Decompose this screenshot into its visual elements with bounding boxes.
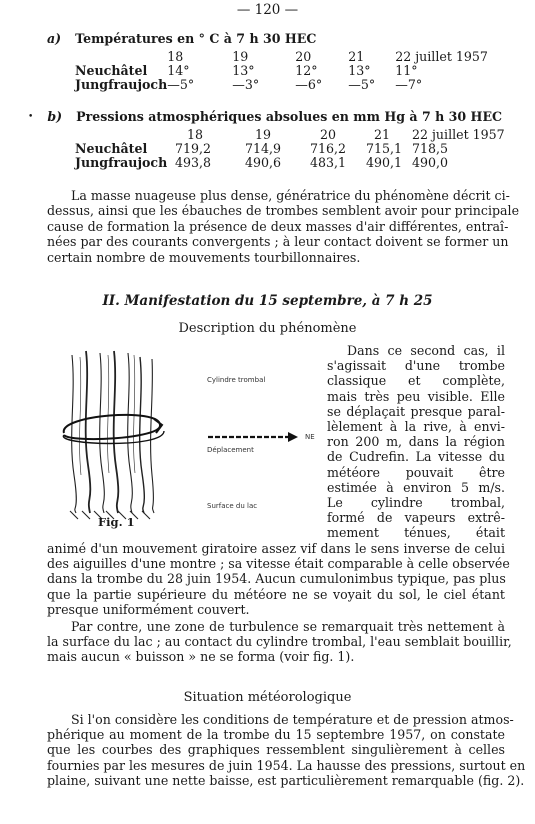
text-line: se déplaçait presque paral- bbox=[327, 403, 505, 419]
header-cell: 19 bbox=[232, 49, 249, 64]
paragraph-rotation bbox=[47, 541, 510, 617]
table-row bbox=[75, 64, 488, 78]
table-cell: —5° bbox=[167, 77, 195, 92]
table-cell: —6° bbox=[295, 77, 323, 92]
header-cell: 18 bbox=[167, 49, 184, 64]
table-cell: 483,1 bbox=[310, 155, 347, 170]
table-cell: 716,2 bbox=[310, 141, 347, 156]
text-line: phérique au moment de la trombe du 15 septembre 1957, on constate bbox=[47, 727, 505, 743]
table-header-row bbox=[75, 50, 488, 64]
bullet-dot: • bbox=[28, 112, 34, 122]
label-deplacement: Déplacement bbox=[207, 446, 254, 454]
section-b-heading bbox=[28, 109, 502, 125]
text-line: Par contre, une zone de turbulence se remarquait très nettement à bbox=[71, 619, 505, 634]
right-column-text bbox=[327, 343, 505, 540]
table-cell: —3° bbox=[232, 77, 260, 92]
header-cell: 22 juillet 1957 bbox=[412, 127, 505, 142]
table-cell: 715,1 bbox=[366, 141, 403, 156]
table-cell: 490,6 bbox=[245, 155, 282, 170]
section-a-heading bbox=[47, 31, 316, 46]
row-label: Neuchâtel bbox=[75, 63, 148, 78]
text-line: s'agissait d'une trombe bbox=[327, 358, 505, 374]
table-cell: 13° bbox=[232, 63, 255, 78]
section-b-label: b) bbox=[47, 109, 63, 124]
text-line: lèlement à la rive, à envi- bbox=[327, 418, 505, 434]
table-cell: 493,8 bbox=[175, 155, 212, 170]
text-line: des aiguilles d'une montre ; sa vitesse était comparable à celle observée bbox=[47, 556, 510, 572]
table-row bbox=[75, 78, 488, 92]
text-line: mement ténues, était bbox=[327, 525, 505, 541]
text-line: La masse nuageuse plus dense, génératrice du phénomène décrit ci- bbox=[71, 188, 510, 203]
text-line: classique et complète, bbox=[327, 373, 505, 389]
text-line: dessus, ainsi que les ébauches de trombes semblent avoir pour principale bbox=[47, 203, 520, 219]
table-cell: 14° bbox=[167, 63, 190, 78]
text-line: presque uniformément couvert. bbox=[47, 601, 250, 617]
waterspout-cylinder bbox=[72, 351, 154, 513]
text-line: animé d'un mouvement giratoire assez vif dans le sens inverse de celui bbox=[47, 541, 505, 556]
text-line: certain nombre de mouvements tourbillonnaires. bbox=[47, 249, 361, 265]
text-line: de Cudrefin. La vitesse du bbox=[327, 449, 505, 465]
paragraph-situation bbox=[47, 712, 526, 788]
section-heading-ii: II. Manifestation du 15 septembre, à 7 h 25 bbox=[102, 293, 433, 309]
table-cell: —5° bbox=[348, 77, 376, 92]
text-line: que les courbes des graphiques ressemblent singulièrement à celles bbox=[47, 742, 505, 758]
table-pressures bbox=[75, 128, 505, 170]
header-cell: 19 bbox=[255, 127, 272, 142]
text-line: dans la trombe du 28 juin 1954. Aucun cumulonimbus typique, pas plus bbox=[47, 571, 506, 587]
header-cell: 21 bbox=[374, 127, 391, 142]
row-label: Jungfraujoch bbox=[75, 77, 168, 92]
table-cell: 11° bbox=[395, 63, 418, 78]
text-line: mais aucun « buisson » ne se forma (voir fig. 1). bbox=[47, 649, 355, 665]
row-label: Neuchâtel bbox=[75, 141, 148, 156]
text-line: plaine, suivant une nette baisse, est particulièrement remarquable (fig. 2). bbox=[47, 772, 525, 788]
table-cell: 714,9 bbox=[245, 141, 282, 156]
label-surface: Surface du lac bbox=[207, 502, 258, 510]
label-ne: NE bbox=[305, 433, 315, 441]
text-line: la surface du lac ; au contact du cylindre trombal, l'eau semblait bouillir, bbox=[47, 634, 512, 650]
table-cell: —7° bbox=[395, 77, 423, 92]
figure-caption: Fig. 1 bbox=[98, 515, 135, 529]
header-cell: 20 bbox=[320, 127, 337, 142]
page-number: — 120 — bbox=[236, 2, 299, 18]
subheading-description: Description du phénomène bbox=[178, 321, 357, 336]
text-line: que la partie supérieure du météore ne se voyait du sol, le ciel étant bbox=[47, 586, 505, 602]
section-a-label: a) bbox=[47, 31, 62, 46]
paragraph-turbulence bbox=[47, 619, 512, 665]
table-cell: 719,2 bbox=[175, 141, 212, 156]
header-cell: 18 bbox=[187, 127, 204, 142]
text-line: météore pouvait être bbox=[327, 464, 505, 480]
text-line: formé de vapeurs extrê- bbox=[327, 510, 505, 526]
text-line: Dans ce second cas, il bbox=[347, 343, 505, 358]
header-cell: 20 bbox=[295, 49, 312, 64]
text-line: estimée à environ 5 m/s. bbox=[327, 479, 505, 495]
table-header-row bbox=[75, 128, 505, 142]
text-line: mais très peu visible. Elle bbox=[327, 388, 505, 404]
table-row bbox=[75, 156, 505, 170]
label-cylindre: Cylindre trombal bbox=[207, 376, 266, 384]
text-line: Si l'on considère les conditions de température et de pression atmos- bbox=[71, 712, 514, 727]
displacement-arrow-icon bbox=[208, 432, 298, 442]
text-line: Le cylindre trombal, bbox=[327, 494, 505, 510]
header-cell: 21 bbox=[348, 49, 365, 64]
row-label: Jungfraujoch bbox=[75, 155, 168, 170]
paragraph-intro bbox=[47, 188, 520, 265]
text-line: fournies par les mesures de juin 1954. La hausse des pressions, surtout en bbox=[47, 757, 526, 773]
table-cell: 490,0 bbox=[412, 155, 449, 170]
header-cell: 22 juillet 1957 bbox=[395, 49, 488, 64]
table-row bbox=[75, 142, 505, 156]
text-line: cause de formation la présence de deux masses d'air différentes, entraî- bbox=[47, 218, 509, 234]
subheading-situation: Situation météorologique bbox=[183, 690, 352, 705]
section-a-title: Températures en ° C à 7 h 30 HEC bbox=[75, 31, 317, 46]
text-line: ron 200 m, dans la région bbox=[327, 434, 505, 450]
waterspout-diagram bbox=[50, 345, 325, 545]
table-cell: 13° bbox=[348, 63, 371, 78]
section-b-title: Pressions atmosphériques absolues en mm Hg à 7 h 30 HEC bbox=[76, 109, 503, 124]
table-cell: 718,5 bbox=[412, 141, 449, 156]
table-cell: 490,1 bbox=[366, 155, 403, 170]
table-cell: 12° bbox=[295, 63, 318, 78]
text-line: nées par des courants convergents ; à leur contact doivent se former un bbox=[47, 234, 509, 250]
table-temperatures bbox=[75, 50, 488, 92]
figure-1 bbox=[50, 345, 325, 545]
